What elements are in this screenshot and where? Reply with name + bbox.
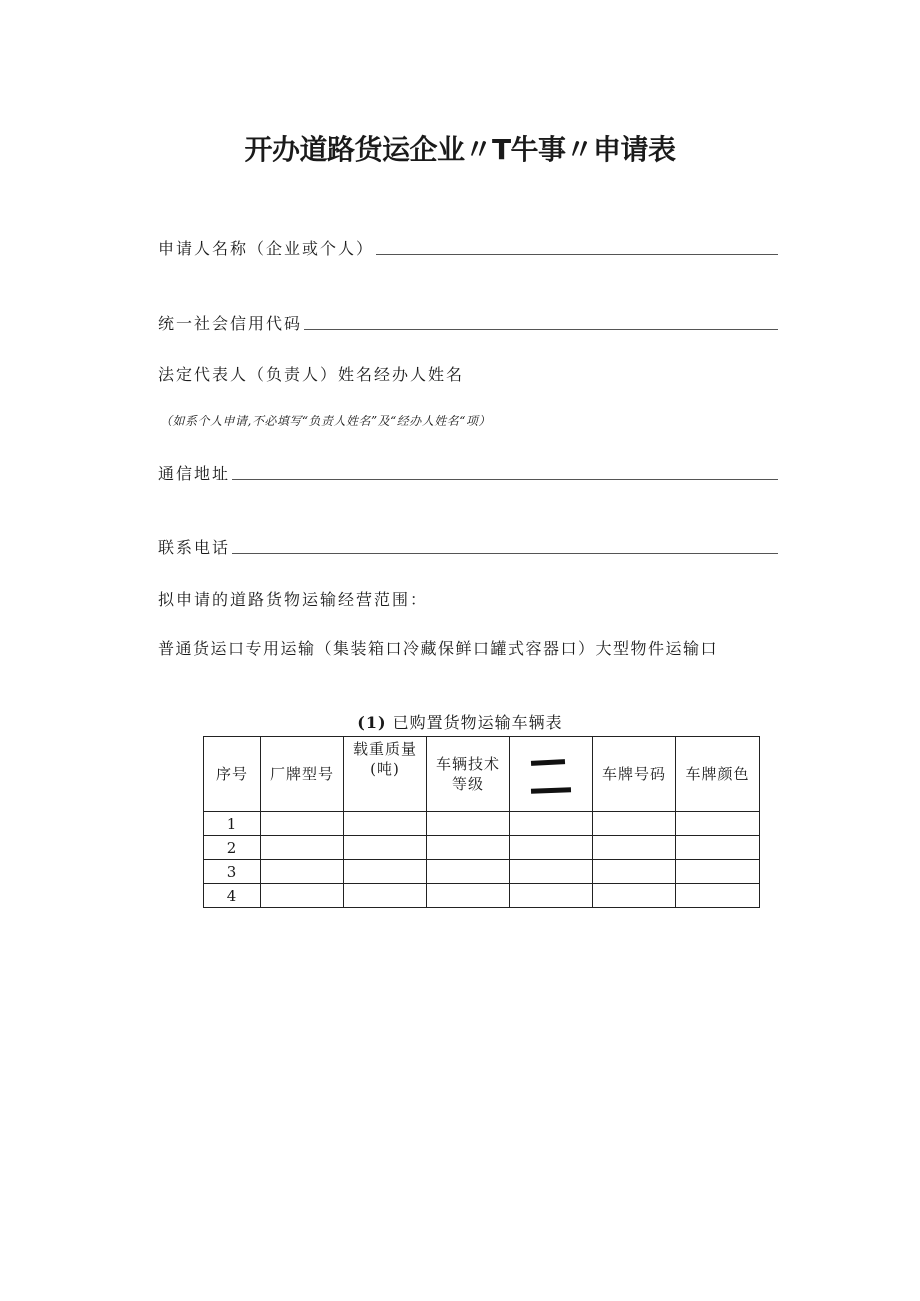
- phone-label: 联系电话: [158, 538, 231, 557]
- row-seq: 2: [204, 836, 261, 860]
- table-cell[interactable]: [593, 860, 676, 884]
- legal-rep-label: 法定代表人（负责人）姓名经办人姓名: [158, 365, 465, 384]
- table-caption-text: 已购置货物运输车辆表: [392, 713, 563, 732]
- row-seq: 4: [204, 884, 261, 908]
- table-cell[interactable]: [510, 836, 593, 860]
- table-cell[interactable]: [593, 884, 676, 908]
- table-cell[interactable]: [261, 836, 344, 860]
- table-caption: [0, 710, 920, 733]
- applicant-name-blank[interactable]: [376, 253, 778, 255]
- header-load: [344, 737, 427, 812]
- credit-code-field[interactable]: [158, 311, 778, 334]
- header-tech-level: [427, 737, 510, 812]
- header-load-line1: 载重质量: [352, 740, 417, 758]
- phone-field[interactable]: [158, 535, 778, 558]
- table-cell[interactable]: [261, 812, 344, 836]
- header-unknown-glyph: [510, 737, 593, 812]
- applicant-name-field[interactable]: [158, 236, 778, 259]
- table-cell[interactable]: [593, 836, 676, 860]
- header-plate-no: 车牌号码: [593, 737, 676, 812]
- table-cell[interactable]: [344, 884, 427, 908]
- scope-label: 拟申请的道路货物运输经营范围：: [158, 590, 429, 609]
- table-caption-number: (1): [357, 713, 387, 732]
- header-tech-line2: 等级: [451, 775, 484, 793]
- table-cell[interactable]: [676, 836, 760, 860]
- header-load-line2: (吨): [370, 760, 400, 778]
- address-label: 通信地址: [158, 464, 231, 483]
- table-cell[interactable]: [427, 836, 510, 860]
- phone-blank[interactable]: [232, 552, 778, 554]
- address-blank[interactable]: [232, 478, 778, 480]
- table-cell[interactable]: [344, 812, 427, 836]
- header-brand-model: 厂牌型号: [261, 737, 344, 812]
- table-cell[interactable]: [427, 884, 510, 908]
- table-cell[interactable]: [510, 860, 593, 884]
- table-cell[interactable]: [427, 812, 510, 836]
- table-cell[interactable]: [676, 812, 760, 836]
- table-cell[interactable]: [510, 812, 593, 836]
- row-seq: 1: [204, 812, 261, 836]
- header-tech-line1: 车辆技术: [435, 755, 500, 773]
- table-cell[interactable]: [593, 812, 676, 836]
- table-row: [204, 812, 760, 836]
- artifact-glyph-icon: [531, 750, 571, 794]
- table-cell[interactable]: [427, 860, 510, 884]
- table-header-row: [204, 737, 760, 812]
- header-plate-color: 车牌颜色: [676, 737, 760, 812]
- table-row: [204, 836, 760, 860]
- table-cell[interactable]: [261, 884, 344, 908]
- row-seq: 3: [204, 860, 261, 884]
- credit-code-label: 统一社会信用代码: [158, 314, 303, 333]
- table-cell[interactable]: [676, 860, 760, 884]
- scope-options: 普通货运口专用运输（集装箱口冷藏保鲜口罐式容器口）大型物件运输口: [158, 639, 719, 658]
- header-seq: 序号: [204, 737, 261, 812]
- table-cell[interactable]: [676, 884, 760, 908]
- fill-note: （如系个人申请,不必填写“负责人姓名”及“经办人姓名“项）: [160, 414, 491, 428]
- table-cell[interactable]: [344, 860, 427, 884]
- table-cell[interactable]: [344, 836, 427, 860]
- table-row: [204, 860, 760, 884]
- table-row: [204, 884, 760, 908]
- credit-code-blank[interactable]: [304, 328, 778, 330]
- vehicle-table: [203, 736, 760, 908]
- applicant-name-label: 申请人名称（企业或个人）: [158, 239, 375, 258]
- page-title: 开办道路货运企业〃T牛事〃申请表: [244, 133, 676, 166]
- table-cell[interactable]: [261, 860, 344, 884]
- address-field[interactable]: [158, 461, 778, 484]
- table-cell[interactable]: [510, 884, 593, 908]
